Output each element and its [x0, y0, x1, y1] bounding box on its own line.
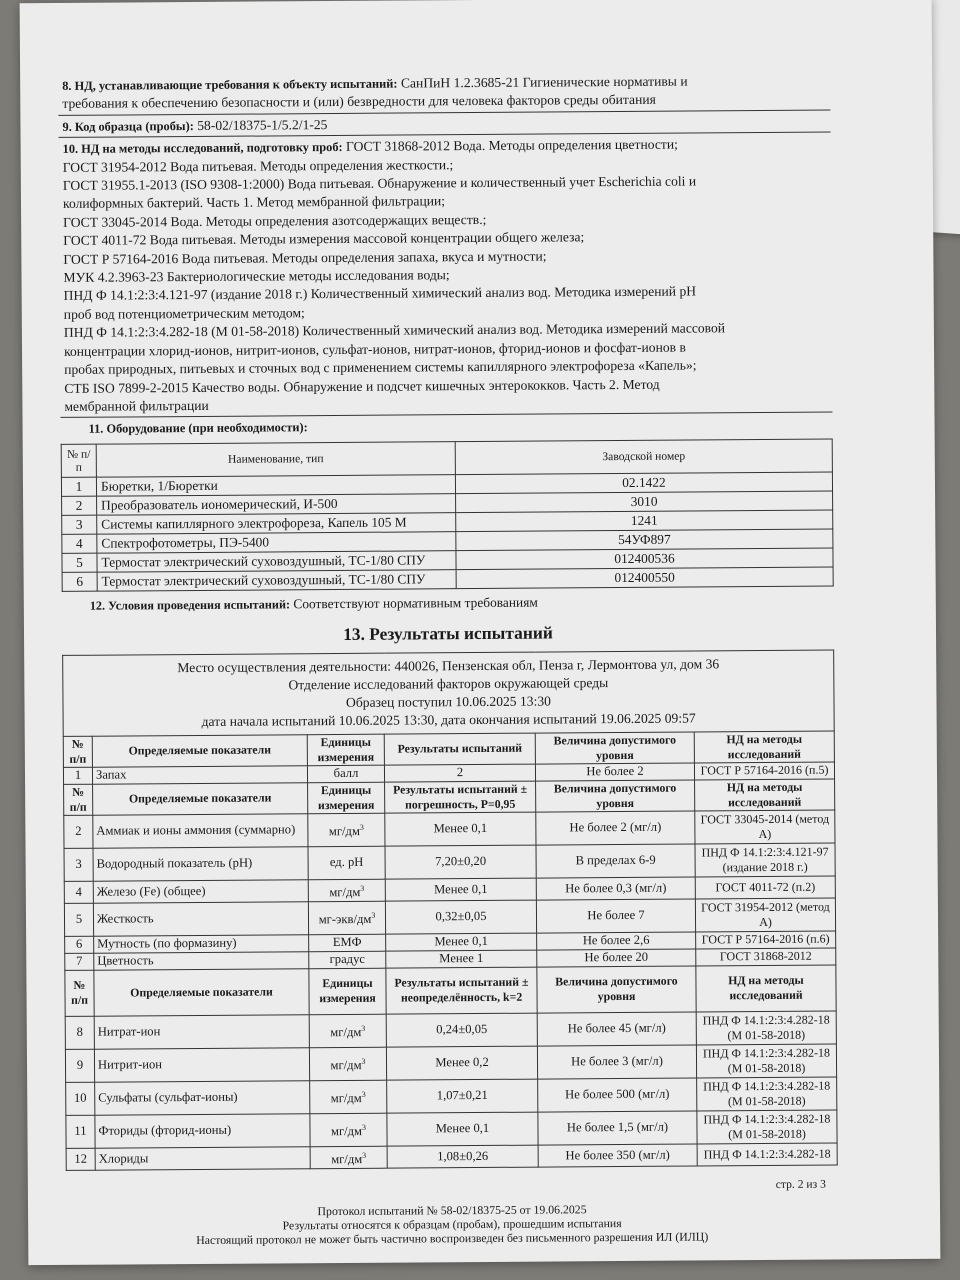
- equipment-name: Преобразователь иономерический, И-500: [97, 493, 456, 515]
- row-method: ГОСТ 31954-2012 (метод А): [695, 898, 835, 932]
- row-indicator: Фториды (фторид-ионы): [95, 1113, 310, 1148]
- header-result: Результаты испытаний ± неопределённость, k=2: [386, 967, 537, 1014]
- row-num: 10: [66, 1082, 95, 1115]
- row-indicator: Сульфаты (сульфат-ионы): [95, 1080, 310, 1115]
- row-limit: Не более 1,5 (мг/л): [538, 1111, 697, 1145]
- unit-exponent: 3: [361, 1122, 366, 1132]
- section-10: [59, 133, 833, 418]
- row-limit: Не более 3 (мг/л): [537, 1045, 696, 1079]
- section-10-line: мембранной фильтрации: [64, 397, 209, 414]
- page-content: [58, 70, 838, 1248]
- equipment-table: [61, 438, 834, 591]
- results-info: [63, 650, 835, 736]
- row-indicator: Нитрат-ион: [94, 1014, 309, 1049]
- section-10-line: ПНД Ф 14.1:2:3:4.121-97 (издание 2018 г.) Количественный химический анализ вод. Методика измерений pH: [63, 283, 697, 304]
- row-limit: Не более 20: [537, 949, 696, 967]
- header-method: НД на методы исследований: [694, 731, 834, 763]
- row-indicator: Аммиак и ионы аммония (суммарно): [93, 813, 308, 848]
- row-method: ГОСТ Р 57164-2016 (п.6): [696, 931, 836, 949]
- row-num: 7: [65, 953, 94, 970]
- row-result: Менее 0,2: [386, 1046, 537, 1080]
- section-8-text-cont: требования к обеспечению безопасности и (или) безвредности для человека факторов среды обитания: [62, 92, 656, 112]
- section-8: [58, 70, 830, 116]
- unit-exponent: 3: [361, 1089, 366, 1099]
- footer-scope: Результаты относятся к образцам (пробам), прошедшим испытания: [282, 1215, 622, 1233]
- row-result: 2: [384, 764, 535, 782]
- row-result: 1,08±0,26: [387, 1145, 538, 1168]
- equipment-num: 6: [62, 572, 97, 591]
- row-method: ПНД Ф 14.1:2:3:4.282-18 (М 01-58-2018): [697, 1110, 837, 1144]
- row-result: Менее 1: [386, 950, 537, 968]
- header-unit: Единицы измерения: [307, 734, 384, 766]
- equipment-serial: 1241: [456, 510, 833, 532]
- table-row: [65, 1011, 836, 1049]
- row-method: ПНД Ф 14.1:2:3:4.282-18: [697, 1143, 837, 1166]
- row-limit: Не более 350 (мг/л): [538, 1144, 697, 1167]
- row-num: 5: [64, 903, 93, 936]
- equipment-serial: 012400550: [456, 567, 833, 589]
- row-unit: балл: [307, 765, 384, 783]
- equipment-header-name: Наименование, тип: [96, 441, 455, 477]
- header-method: НД на методы исследований: [695, 779, 835, 811]
- row-method: ГОСТ 33045-2014 (метод А): [695, 810, 835, 844]
- header-indicator: Определяемые показатели: [94, 968, 309, 1015]
- row-method: ГОСТ 31868-2012: [696, 948, 836, 966]
- header-unit: Единицы измерения: [309, 968, 386, 1015]
- row-unit: градус: [309, 951, 386, 969]
- row-num: 6: [65, 936, 94, 953]
- row-indicator: Железо (Fe) (общее): [93, 879, 308, 903]
- header-limit: Величина допустимого уровня: [537, 966, 696, 1013]
- unit-text: мг-экв/дм: [318, 912, 372, 927]
- section-10-line: МУК 4.2.3963-23 Бактериологические методы исследования воды;: [63, 267, 450, 285]
- row-result: Менее 0,1: [385, 878, 536, 901]
- equipment-header-num: № п/п: [61, 444, 96, 477]
- row-result: Менее 0,1: [386, 933, 537, 951]
- row-unit: ед. pH: [308, 846, 385, 880]
- row-indicator: Цветность: [94, 951, 309, 970]
- equipment-name: Системы капиллярного электрофореза, Капель 105 М: [97, 512, 456, 534]
- section-10-line: ГОСТ 33045-2014 Вода. Методы определения азотсодержащих веществ.;: [63, 211, 487, 230]
- section-11: [61, 413, 833, 440]
- section-12-label: 12. Условия проведения испытаний:: [89, 597, 291, 613]
- section-9-label: 9. Код образца (пробы):: [62, 118, 194, 134]
- equipment-name: Спектрофотометры, ПЭ-5400: [97, 531, 456, 553]
- header-num: № п/п: [63, 736, 92, 767]
- section-10-line: ГОСТ 4011-72 Вода питьевая. Методы измерения массовой концентрации общего железа;: [63, 229, 585, 249]
- row-indicator: Запах: [92, 765, 307, 784]
- row-method: ПНД Ф 14.1:2:3:4.121-97 (издание 2018 г.): [695, 843, 835, 877]
- row-limit: Не более 0,3 (мг/л): [536, 877, 695, 900]
- equipment-serial: 012400536: [456, 548, 833, 570]
- table-row: [66, 1110, 837, 1148]
- row-result: Менее 0,1: [387, 1112, 538, 1146]
- department: Отделение исследований факторов окружающей среды: [288, 674, 609, 693]
- row-limit: Не более 45 (мг/л): [537, 1012, 696, 1046]
- equipment-serial: 54УФ897: [456, 529, 833, 551]
- header-result: Результаты испытаний: [384, 733, 535, 765]
- row-unit: [310, 1146, 387, 1169]
- row-limit: Не более 7: [536, 899, 695, 933]
- row-indicator: Водородный показатель (pH): [93, 846, 308, 881]
- row-limit: Не более 2 (мг/л): [536, 811, 695, 845]
- section-10-line: пробах природных, питьевых и сточных вод с применением системы капиллярного электрофореза «Капель»;: [64, 357, 697, 377]
- row-unit: [308, 813, 385, 847]
- header-indicator: Определяемые показатели: [92, 734, 307, 767]
- row-result: 0,32±0,05: [385, 900, 536, 934]
- section-10-line: ГОСТ 31955.1-2013 (ISO 9308-1:2000) Вода питьевая. Обнаружение и количественный учет Escherichia coli и: [62, 173, 697, 193]
- table-row: [64, 843, 835, 881]
- section-10-line: ГОСТ 31954-2012 Вода питьевая. Методы определения жесткости.;: [62, 156, 454, 175]
- row-result: Менее 0,1: [385, 812, 536, 846]
- equipment-name: Бюретки, 1/Бюретки: [96, 474, 455, 496]
- row-num: 9: [65, 1049, 94, 1082]
- results-title: 13. Результаты испытаний: [343, 622, 553, 644]
- equipment-serial: 02.1422: [455, 472, 832, 494]
- section-10-line: СТБ ISO 7899-2-2015 Качество воды. Обнаружение и подсчет кишечных энтерококков. Часть 2. Метод: [64, 376, 660, 396]
- row-method: ПНД Ф 14.1:2:3:4.282-18 (М 01-58-2018): [696, 1011, 836, 1045]
- row-result: 1,07±0,21: [387, 1079, 538, 1113]
- results-table: [62, 649, 838, 1170]
- row-unit: [309, 1014, 386, 1048]
- unit-text: мг/дм: [330, 1058, 362, 1073]
- row-num: 4: [64, 881, 93, 903]
- section-12: [62, 592, 834, 613]
- row-unit: [308, 901, 385, 935]
- row-method: ГОСТ 4011-72 (п.2): [695, 876, 835, 899]
- equipment-num: 2: [62, 496, 97, 515]
- header-result: Результаты испытаний ± погрешность, P=0,95: [385, 781, 536, 813]
- activity-location: Место осуществления деятельности: 440026, Пензенская обл, Пенза г, Лермонтова ул, дом 36: [177, 656, 720, 675]
- unit-text: мг/дм: [329, 884, 361, 899]
- table-row: [66, 1143, 837, 1170]
- header-indicator: Определяемые показатели: [93, 782, 308, 815]
- table-row: [66, 1077, 837, 1115]
- row-unit: [308, 879, 385, 902]
- header-num: № п/п: [64, 784, 93, 815]
- row-method: ПНД Ф 14.1:2:3:4.282-18 (М 01-58-2018): [697, 1077, 837, 1111]
- equipment-num: 4: [62, 534, 97, 553]
- header-limit: Величина допустимого уровня: [535, 732, 694, 764]
- equipment-name: Термостат электрический суховоздушный, ТС-1/80 СПУ: [97, 569, 456, 591]
- unit-text: мг/дм: [328, 824, 360, 839]
- row-limit: Не более 500 (мг/л): [538, 1078, 697, 1112]
- unit-text: мг/дм: [330, 1124, 363, 1139]
- row-indicator: Мутность (по формазину): [94, 934, 309, 953]
- row-num: 2: [64, 815, 93, 848]
- unit-text: мг/дм: [330, 1091, 362, 1106]
- unit-text: мг/дм: [331, 1151, 363, 1166]
- section-12-text: Соответствуют нормативным требованиям: [289, 594, 538, 612]
- results-header-row: [65, 965, 836, 1016]
- page-number: стр. 2 из 3: [775, 1177, 826, 1191]
- protocol-page: [20, 0, 941, 1265]
- section-10-line: ГОСТ 31868-2012 Вода. Методы определения цветности;: [342, 136, 678, 155]
- footer-reproduction: Настоящий протокол не может быть частично воспроизведен без письменного разрешения ИЛ (ИЛЦ): [196, 1229, 709, 1247]
- equipment-num: 3: [62, 515, 97, 534]
- row-indicator: Жесткость: [93, 901, 308, 936]
- unit-text: мг/дм: [330, 1025, 362, 1040]
- test-dates: дата начала испытаний 10.06.2025 13:30, дата окончания испытаний 19.06.2025 09:57: [201, 710, 696, 729]
- row-limit: Не более 2,6: [537, 932, 696, 950]
- section-8-text: СанПиН 1.2.3685-21 Гигиенические нормативы и: [397, 73, 688, 91]
- section-10-line: колиформных бактерий. Часть 1. Метод мембранной фильтрации;: [62, 193, 446, 212]
- table-row: [64, 898, 835, 936]
- section-10-line: ГОСТ Р 57164-2016 Вода питьевая. Методы определения запаха, вкуса и мутности;: [63, 248, 547, 267]
- row-result: 7,20±0,20: [385, 845, 536, 879]
- row-num: 12: [66, 1148, 95, 1170]
- row-num: 8: [65, 1016, 94, 1049]
- unit-exponent: 3: [359, 822, 364, 832]
- row-indicator: Нитрит-ион: [94, 1047, 309, 1082]
- row-result: 0,24±0,05: [386, 1013, 537, 1047]
- table-row: [64, 810, 835, 848]
- section-10-line: концентрации хлорид-ионов, нитрит-ионов, сульфат-ионов, нитрат-ионов, фторид-ионов и фосфат-ионов в: [63, 339, 686, 359]
- header-limit: Величина допустимого уровня: [536, 780, 695, 812]
- row-num: 11: [66, 1115, 95, 1148]
- row-limit: Не более 2: [535, 763, 694, 781]
- row-unit: [310, 1113, 387, 1147]
- header-num: № п/п: [65, 970, 94, 1016]
- unit-exponent: 3: [360, 883, 365, 893]
- row-unit: ЕМФ: [309, 934, 386, 952]
- row-method: ПНД Ф 14.1:2:3:4.282-18 (М 01-58-2018): [696, 1044, 836, 1078]
- row-num: 3: [64, 848, 93, 881]
- section-11-label: 11. Оборудование (при необходимости):: [88, 420, 308, 437]
- equipment-header-row: [61, 439, 832, 477]
- sample-received: Образец поступил 10.06.2025 13:30: [345, 693, 551, 710]
- section-10-line: проб вод потенциометрическим методом;: [63, 305, 305, 322]
- unit-exponent: 3: [361, 1056, 366, 1066]
- footer-protocol: Протокол испытаний № 58-02/18375-25 от 19.06.2025: [317, 1201, 587, 1218]
- equipment-header-serial: Заводской номер: [455, 439, 832, 475]
- results-info-row: [63, 650, 835, 736]
- row-method: ГОСТ Р 57164-2016 (п.5): [694, 762, 834, 780]
- section-10-line: ПНД Ф 14.1:2:3:4.282-18 (М 01-58-2018) Количественный химический анализ вод. Методика измерений массовой: [63, 320, 726, 341]
- header-unit: Единицы измерения: [308, 782, 385, 814]
- unit-exponent: 3: [361, 1023, 366, 1033]
- unit-exponent: 3: [371, 910, 376, 920]
- row-num: 1: [63, 767, 92, 784]
- section-8-label: 8. НД, устанавливающие требования к объекту испытаний:: [62, 76, 398, 93]
- section-9-text: 58-02/18375-1/5.2/1-25: [193, 116, 328, 133]
- section-10-label: 10. НД на методы исследований, подготовку проб:: [62, 140, 343, 157]
- unit-exponent: 3: [362, 1150, 367, 1160]
- equipment-num: 1: [61, 477, 96, 496]
- table-row: [62, 567, 833, 591]
- row-limit: В пределах 6-9: [536, 844, 695, 878]
- equipment-num: 5: [62, 553, 97, 572]
- row-indicator: Хлориды: [95, 1146, 310, 1170]
- equipment-name: Термостат электрический суховоздушный, ТС-1/80 СПУ: [97, 550, 456, 572]
- header-method: НД на методы исследований: [696, 965, 836, 1012]
- table-row: [65, 1044, 836, 1082]
- row-unit: [309, 1047, 386, 1081]
- footer: [66, 1200, 838, 1247]
- row-unit: [310, 1080, 387, 1114]
- equipment-serial: 3010: [456, 491, 833, 513]
